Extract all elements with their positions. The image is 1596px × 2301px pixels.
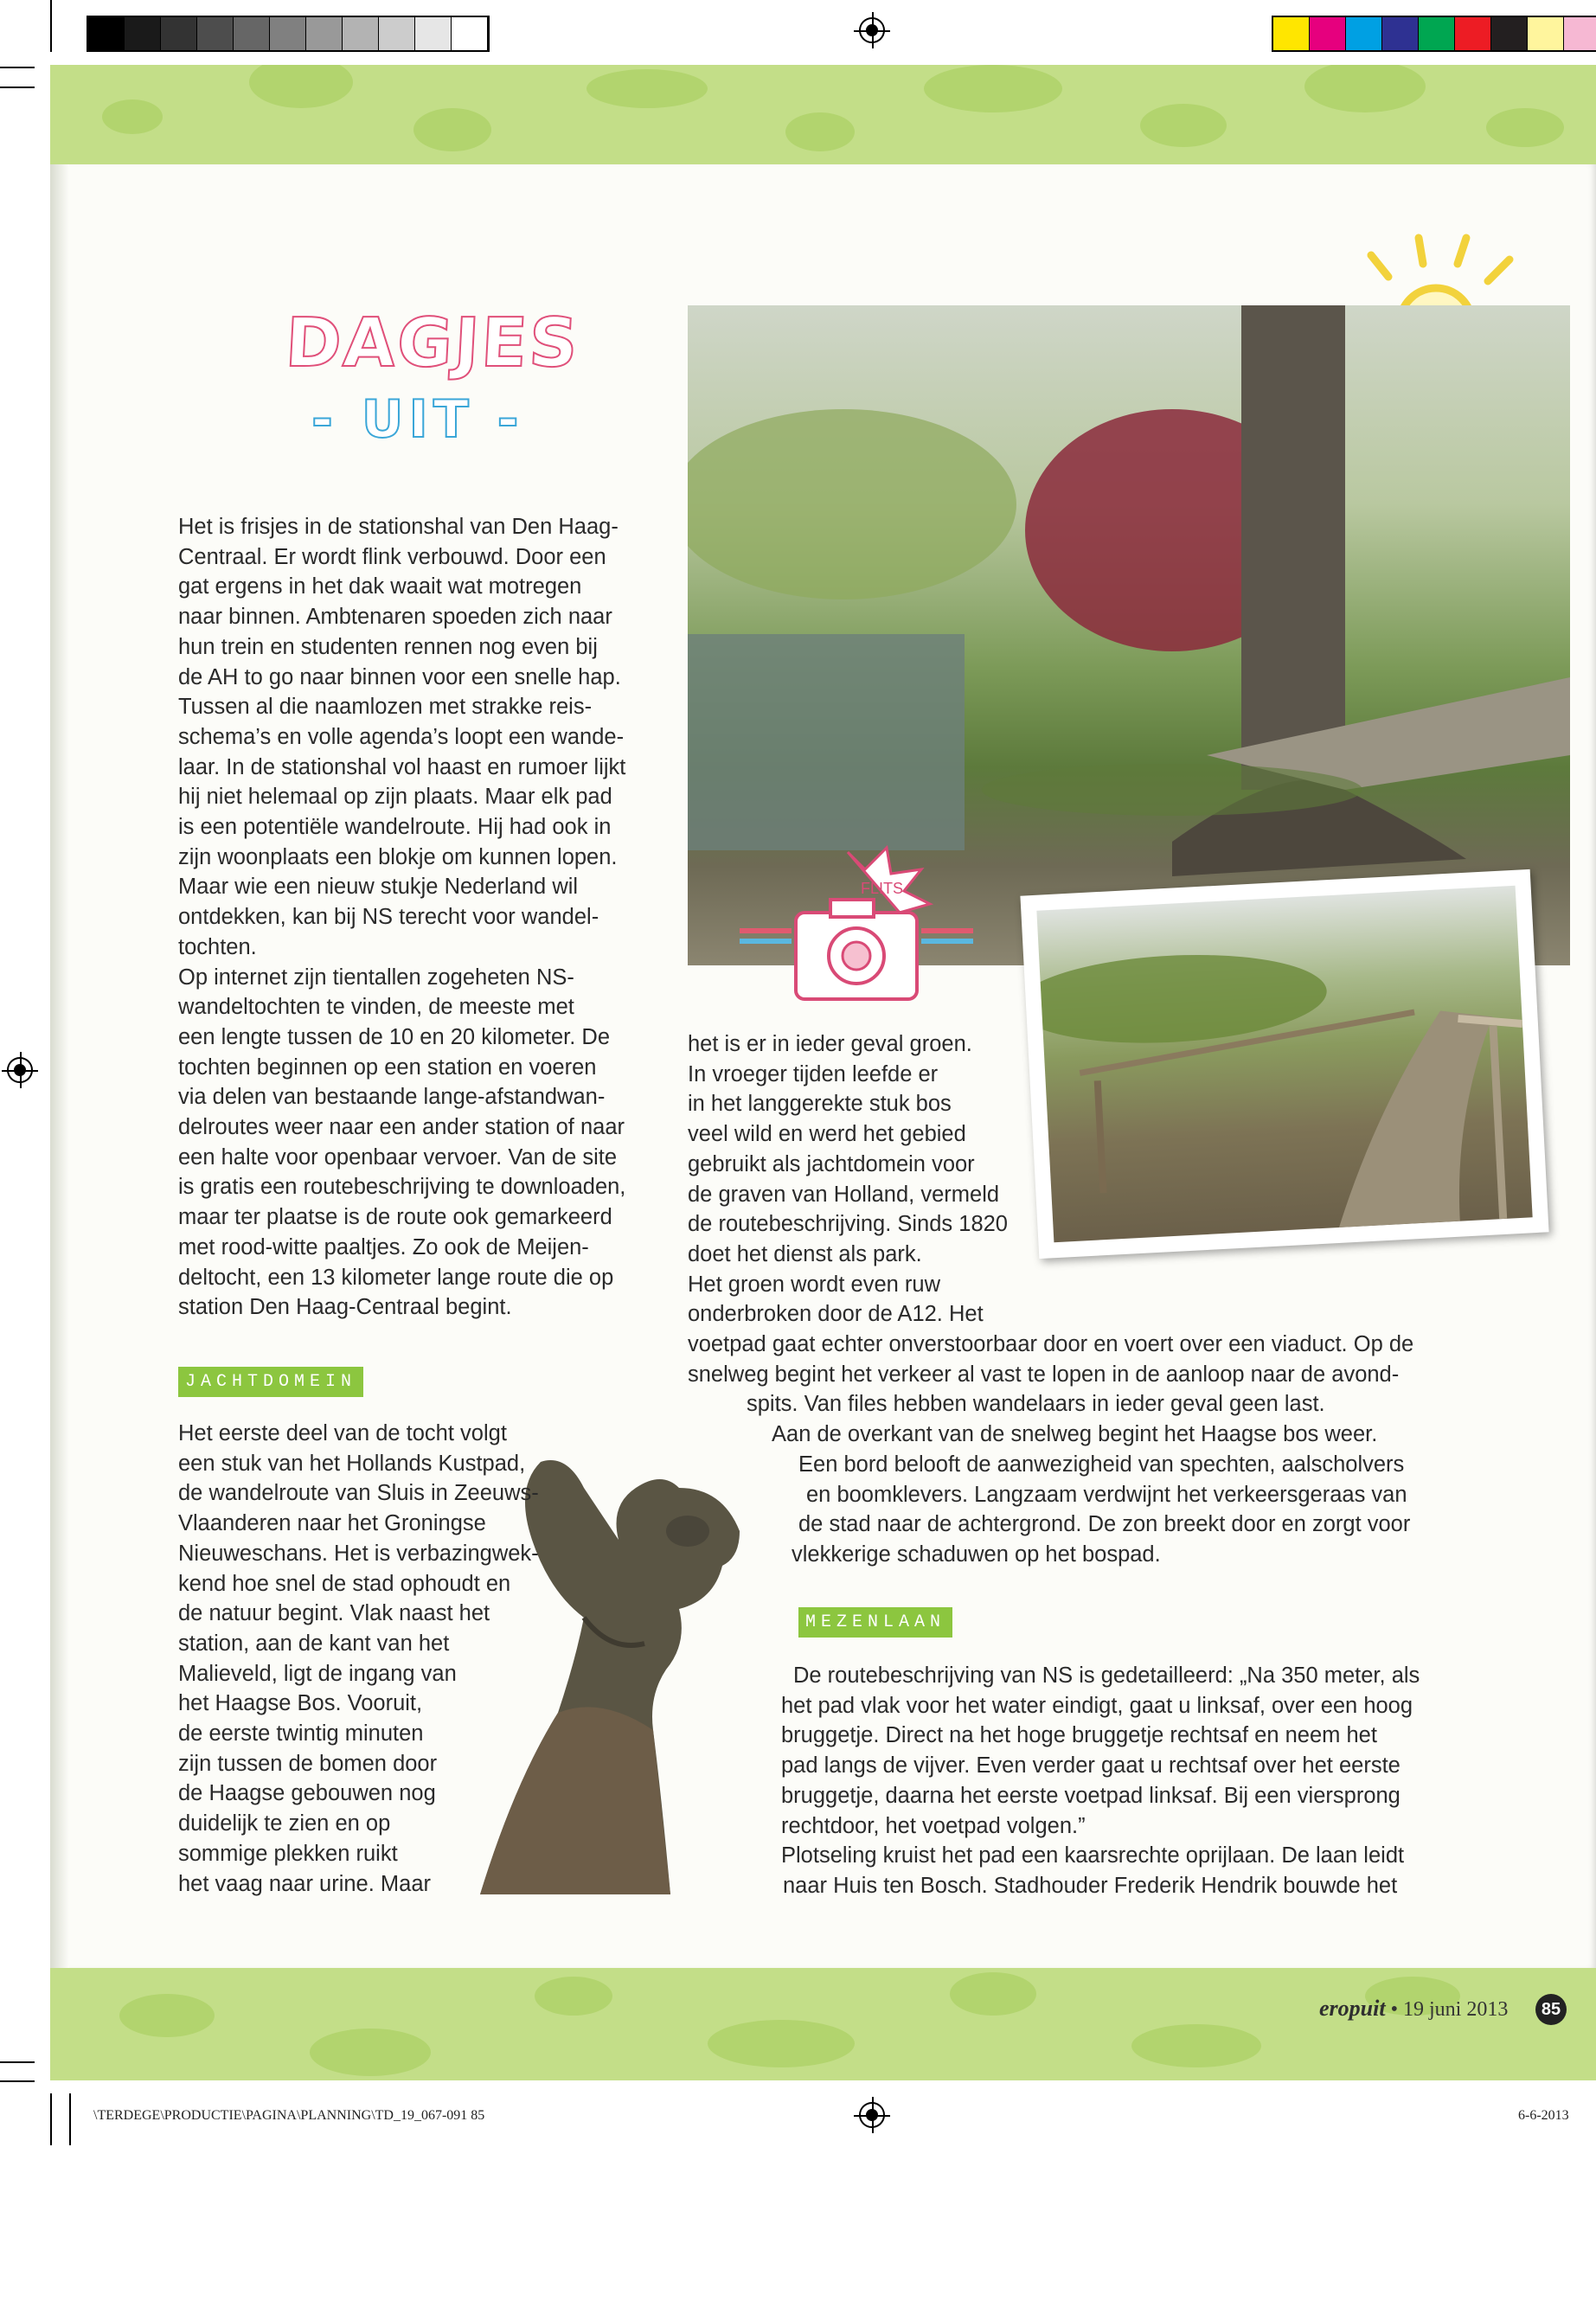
text-line: en boomklevers. Langzaam verdwijnt het verkeersgeraas van	[806, 1482, 1407, 1507]
text-line: Plotseling kruist het pad een kaarsrechte oprijlaan. De laan leidt	[781, 1843, 1405, 1868]
section2-text	[781, 1661, 1473, 1901]
text-line: voetpad gaat echter onverstoorbaar door en voert over een viaduct. Op de	[688, 1332, 1414, 1356]
top-decorative-band	[50, 65, 1596, 164]
text-line: Het eerste deel van de tocht volgt	[178, 1421, 507, 1445]
text-line: tochten.	[178, 934, 257, 959]
text-line: laar. In de stationshal vol haast en rumoer lijkt	[178, 754, 626, 779]
gray-swatch	[161, 17, 197, 50]
camera-doodle-icon	[735, 843, 986, 1008]
gray-swatch	[415, 17, 452, 50]
text-line: ontdekken, kan bij NS terecht voor wandel-	[178, 905, 599, 930]
intro-text	[178, 512, 663, 1323]
text-line: het Haagse Bos. Vooruit,	[178, 1691, 423, 1716]
text-line: Op internet zijn tientallen zogeheten NS-	[178, 965, 574, 990]
gray-swatch	[270, 17, 306, 50]
crop-mark	[0, 2080, 35, 2082]
magazine-brand: eropuit	[1319, 1996, 1386, 2021]
color-swatch	[1310, 17, 1346, 50]
footpath-photo	[1020, 869, 1548, 1259]
text-line: hun trein en studenten rennen nog even bij	[178, 634, 598, 659]
text-line: rechtdoor, het voetpad volgen.”	[781, 1813, 1086, 1838]
text-line: station, aan de kant van het	[178, 1631, 450, 1656]
gray-swatch	[234, 17, 270, 50]
text-line: tochten beginnen op een station en voeren	[178, 1054, 597, 1080]
text-line: het is er in ieder geval groen.	[688, 1032, 972, 1056]
text-line: onderbroken door de A12. Het	[688, 1302, 984, 1327]
text-line: in het langgerekte stuk bos	[688, 1092, 952, 1117]
text-line: station Den Haag-Centraal begint.	[178, 1295, 512, 1320]
text-line: naar binnen. Ambtenaren spoeden zich naar	[178, 605, 612, 630]
text-line: een stuk van het Hollands Kustpad,	[178, 1451, 526, 1476]
text-line: maar ter plaatse is de route ook gemarkeerd	[178, 1205, 612, 1230]
text-line: het vaag naar urine. Maar	[178, 1871, 432, 1896]
color-swatch	[1455, 17, 1491, 50]
crop-mark	[0, 67, 35, 68]
color-swatch	[1382, 17, 1419, 50]
text-line: wandeltochten te vinden, de meeste met	[178, 995, 574, 1020]
text-line: naar Huis ten Bosch. Stadhouder Frederik Hendrik bouwde het	[783, 1873, 1398, 1898]
subhead-jachtdomein: JACHTDOMEIN	[178, 1367, 363, 1397]
text-line: bruggetje, daarna het eerste voetpad linksaf. Bij een viersprong	[781, 1783, 1401, 1808]
color-swatch	[1346, 17, 1382, 50]
page-number-badge: 85	[1535, 1994, 1567, 2025]
gray-swatch	[88, 17, 125, 50]
crop-mark	[0, 2061, 35, 2063]
text-line: Tussen al die naamlozen met strakke reis-	[178, 695, 593, 720]
text-line: In vroeger tijden leefde er	[688, 1061, 939, 1086]
gray-swatch	[452, 17, 488, 50]
text-line: vlekkerige schaduwen op het bospad.	[792, 1541, 1161, 1567]
text-line: de routebeschrijving. Sinds 1820	[688, 1212, 1008, 1237]
page-gutter-shadow	[50, 164, 69, 1968]
color-swatch	[1528, 17, 1564, 50]
color-swatch	[1564, 17, 1596, 50]
text-line: Het groen wordt even ruw	[688, 1272, 940, 1297]
right-column-text-part2	[688, 1330, 1466, 1570]
text-line: Centraal. Er wordt flink verbouwd. Door een	[178, 544, 606, 569]
gray-swatch	[197, 17, 234, 50]
text-line: een halte voor openbaar vervoer. Van de site	[178, 1144, 618, 1170]
crop-mark	[50, 2093, 52, 2145]
text-line: De routebeschrijving van NS is gedetailleerd: „Na 350 meter, als	[793, 1663, 1420, 1688]
text-line: pad langs de vijver. Even verder gaat u rechtsaf over het eerste	[781, 1753, 1401, 1779]
text-line: delroutes weer naar een ander station of naar	[178, 1115, 625, 1140]
text-line: is een potentiële wandelroute. Hij had ook in	[178, 815, 612, 840]
text-line: doet het dienst als park.	[688, 1241, 922, 1266]
text-line: de stad naar de achtergrond. De zon breekt door en zorgt voor	[798, 1512, 1411, 1537]
registration-mark-left	[7, 1057, 33, 1083]
text-line: zijn woonplaats een blokje om kunnen lopen.	[178, 844, 618, 869]
registration-mark-bottom	[859, 2102, 885, 2128]
text-line: schema’s en volle agenda’s loopt een wande-	[178, 724, 625, 749]
text-line: spits. Van files hebben wandelaars in ieder geval geen last.	[747, 1392, 1325, 1417]
text-line: via delen van bestaande lange-afstandwan-	[178, 1085, 606, 1110]
bottom-decorative-band	[50, 1968, 1596, 2080]
gray-swatch	[125, 17, 161, 50]
text-line: Malieveld, ligt de ingang van	[178, 1661, 457, 1686]
text-line: de graven van Holland, vermeld	[688, 1182, 1000, 1207]
crop-mark	[50, 0, 52, 52]
section1-text	[178, 1419, 576, 1899]
text-line: veel wild en werd het gebied	[688, 1122, 966, 1147]
title-dagjes: DAGJES	[283, 304, 581, 382]
crop-mark	[0, 87, 35, 88]
flits-label: FLITS	[861, 880, 904, 897]
text-line: een lengte tussen de 10 en 20 kilometer. De	[178, 1024, 611, 1049]
issue-date: 19 juni 2013	[1402, 1998, 1509, 2021]
production-slug-date: 6-6-2013	[1518, 2108, 1569, 2123]
text-line: de wandelroute van Sluis in Zeeuws-	[178, 1481, 539, 1506]
page-footer	[1319, 1996, 1508, 2022]
grayscale-calibration-bar	[87, 16, 490, 52]
subhead-mezenlaan: MEZENLAAN	[798, 1607, 952, 1638]
text-line: snelweg begint het verkeer al vast te lopen in de aanloop naar de avond-	[688, 1362, 1400, 1387]
gray-swatch	[343, 17, 379, 50]
text-line: de natuur begint. Vlak naast het	[178, 1601, 490, 1626]
text-line: Maar wie een nieuw stukje Nederland wil	[178, 875, 579, 900]
text-line: bruggetje. Direct na het hoge bruggetje rechtsaf en neem het	[781, 1723, 1377, 1748]
text-line: Nieuweschans. Het is verbazingwek-	[178, 1541, 539, 1566]
text-line: de eerste twintig minuten	[178, 1721, 424, 1747]
text-line: duidelijk te zien en op	[178, 1811, 391, 1836]
crop-mark	[69, 2093, 71, 2145]
text-line: Vlaanderen naar het Groningse	[178, 1511, 486, 1536]
title-uit: - UIT -	[311, 389, 524, 450]
text-line: is gratis een routebeschrijving te downloaden,	[178, 1175, 626, 1200]
color-swatch	[1491, 17, 1528, 50]
text-line: kend hoe snel de stad ophoudt en	[178, 1571, 511, 1596]
text-line: Het is frisjes in de stationshal van Den Haag-	[178, 515, 619, 539]
text-line: sommige plekken ruikt	[178, 1841, 398, 1866]
gray-swatch	[306, 17, 343, 50]
footer-separator: •	[1390, 1998, 1398, 2021]
text-line: hij niet helemaal op zijn plaats. Maar elk pad	[178, 785, 612, 810]
text-line: Aan de overkant van de snelweg begint het Haagse bos weer.	[772, 1422, 1378, 1447]
text-line: zijn tussen de bomen door	[178, 1751, 438, 1776]
text-line: Een bord belooft de aanwezigheid van spechten, aalscholvers	[798, 1452, 1405, 1477]
text-line: gebruikt als jachtdomein voor	[688, 1151, 975, 1176]
color-calibration-bar	[1272, 16, 1596, 52]
registration-mark-top	[859, 17, 885, 43]
right-column-text-part1	[688, 1029, 1051, 1330]
text-line: deltocht, een 13 kilometer lange route die op	[178, 1265, 614, 1290]
text-line: de AH to go naar binnen voor een snelle hap.	[178, 664, 621, 689]
text-line: de Haagse gebouwen nog	[178, 1781, 436, 1806]
text-line: met rood-witte paaltjes. Zo ook de Meijen-	[178, 1234, 589, 1259]
text-line: gat ergens in het dak waait wat motregen	[178, 574, 582, 599]
production-slug-path: \TERDEGE\PRODUCTIE\PAGINA\PLANNING\TD_19_067-091 85	[93, 2108, 485, 2123]
color-swatch	[1273, 17, 1310, 50]
color-swatch	[1419, 17, 1455, 50]
gray-swatch	[379, 17, 415, 50]
text-line: het pad vlak voor het water eindigt, gaat u linksaf, over een hoog	[781, 1693, 1413, 1718]
